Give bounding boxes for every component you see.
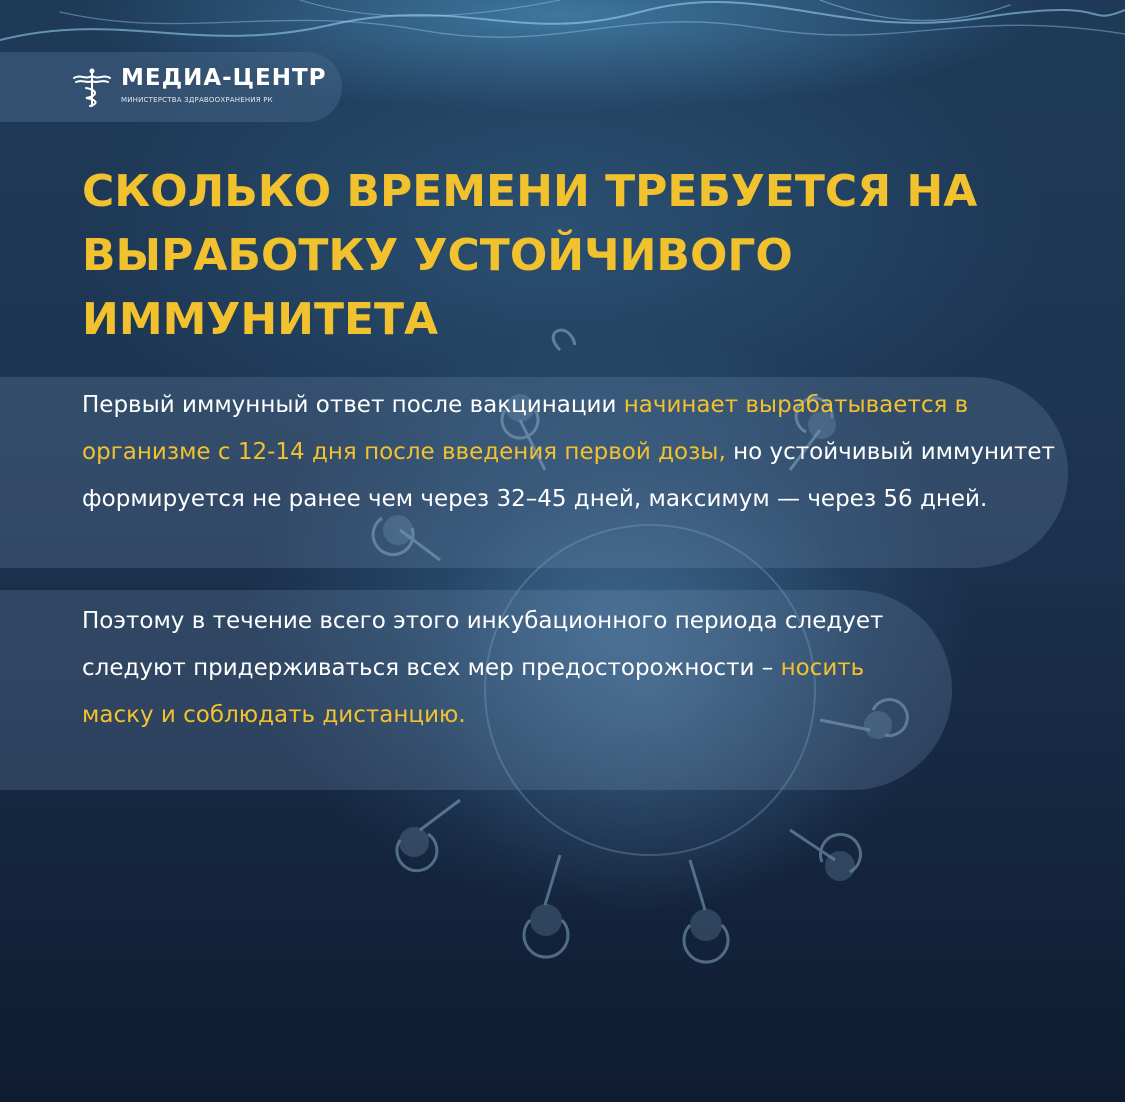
- caduceus-icon: [70, 66, 114, 110]
- paragraph-2-highlight: носить маску и соблюдать дистанцию.: [82, 655, 865, 728]
- logo-subtitle: МИНИСТЕРСТВА ЗДРАВООХРАНЕНИЯ РК: [121, 96, 273, 104]
- headline-line-2: ВЫРАБОТКУ УСТОЙЧИВОГО: [82, 230, 793, 281]
- headline-line-3: ИММУНИТЕТА: [82, 294, 439, 345]
- headline: [82, 160, 1082, 352]
- paragraph-1-lead: Первый иммунный ответ после вакцинации: [82, 392, 624, 418]
- logo-badge: [0, 52, 342, 122]
- paragraph-2-lead: Поэтому в течение всего этого инкубационного периода следует следуют придерживаться всех мер предосторожности –: [82, 608, 884, 681]
- logo-title: МЕДИА-ЦЕНТР: [121, 65, 327, 91]
- paragraph-1-highlight: начинает вырабатывается в организме с 12-14 дня после введения первой дозы,: [82, 392, 969, 465]
- headline-line-1: СКОЛЬКО ВРЕМЕНИ ТРЕБУЕТСЯ НА: [82, 166, 978, 217]
- paragraph-1-rest: но устойчивый иммунитет формируется не ранее чем через 32–45 дней, максимум — через 56 дней.: [82, 439, 1055, 512]
- paragraph-1: [82, 382, 1062, 523]
- paragraph-2: [82, 598, 942, 739]
- lightning-streaks: [0, 0, 1125, 40]
